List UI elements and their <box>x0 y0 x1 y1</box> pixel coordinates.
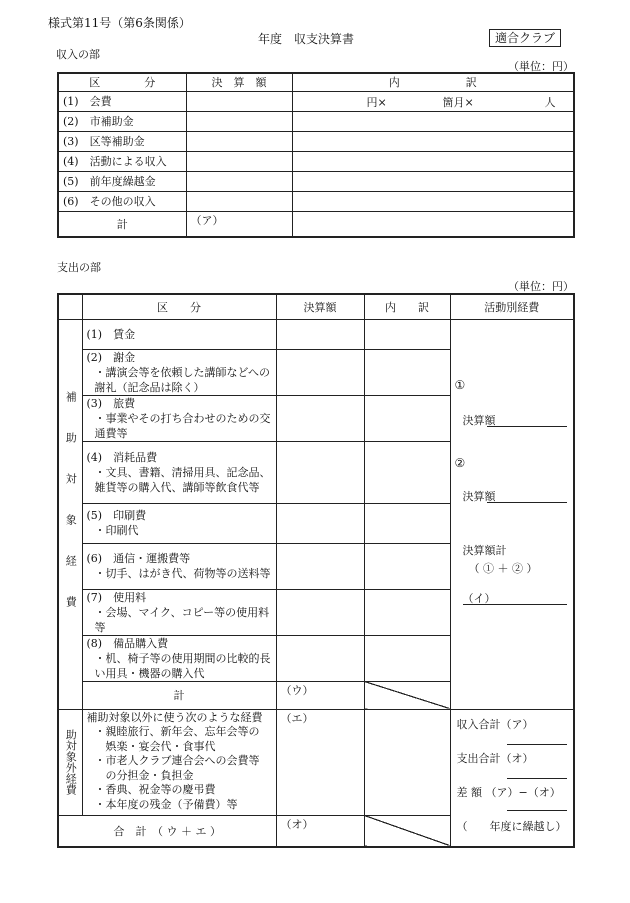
expense-detail-8[interactable] <box>364 635 450 681</box>
income-detail-5[interactable] <box>292 171 574 191</box>
expense-amount-4[interactable] <box>276 441 364 503</box>
activity-sum-line <box>463 604 567 605</box>
activity-amount-1-line <box>487 426 567 427</box>
summary-expense-line <box>507 778 567 779</box>
income-row-5: (5) 前年度繰越金 <box>58 171 186 191</box>
income-row-4: (4) 活動による収入 <box>58 151 186 171</box>
activity-mark-1: ① <box>454 377 466 392</box>
expense-row-7: (7) 使用料 ・会場、マイク、コピー等の使用料等 <box>82 589 276 635</box>
income-amount-5[interactable] <box>186 171 292 191</box>
expense-amount-2[interactable] <box>276 349 364 395</box>
expense-amount-6[interactable] <box>276 543 364 589</box>
expense-amount-5[interactable] <box>276 503 364 543</box>
expense-subtotal-detail-slash <box>364 681 450 709</box>
expense-col-detail: 内 訳 <box>364 294 450 319</box>
expense-col-category: 区 分 <box>82 294 276 319</box>
summary-expense-total: 支出合計（オ） <box>456 751 534 765</box>
summary-income-line <box>507 744 567 745</box>
expense-corner <box>58 294 82 319</box>
income-row-2: (2) 市補助金 <box>58 111 186 131</box>
income-amount-4[interactable] <box>186 151 292 171</box>
non-subsidy-group-label <box>58 709 82 815</box>
income-total-amount[interactable] <box>186 211 292 237</box>
expense-detail-4[interactable] <box>364 441 450 503</box>
fee-months: 箇月× <box>442 95 474 109</box>
activity-cost-cell <box>450 319 574 709</box>
form-number: 様式第11号（第6条関係） <box>48 16 191 30</box>
expense-detail-1[interactable] <box>364 319 450 349</box>
income-detail-6[interactable] <box>292 191 574 211</box>
income-col-detail: 内 訳 <box>292 73 574 91</box>
expense-row-6: (6) 通信・運搬費等 ・切手、はがき代、荷物等の送料等 <box>82 543 276 589</box>
summary-income-total: 収入合計（ア） <box>456 717 534 731</box>
non-subsidy-amount[interactable] <box>276 709 364 815</box>
expense-amount-8[interactable] <box>276 635 364 681</box>
activity-amount-2-label: 決算額 <box>462 489 496 503</box>
non-subsidy-group-text: 助対象外経費 <box>64 729 78 795</box>
expense-row-2: (2) 謝金 ・講演会等を依頼した講師などへの謝礼（記念品は除く） <box>82 349 276 395</box>
income-row-1: (1) 会費 <box>58 91 186 111</box>
activity-amount-1-label: 決算額 <box>462 413 496 427</box>
income-detail-3[interactable] <box>292 131 574 151</box>
expense-row-1: (1) 賃金 <box>82 319 276 349</box>
expense-table <box>57 293 575 848</box>
expense-amount-3[interactable] <box>276 395 364 441</box>
document-title: 年度 収支決算書 <box>258 32 355 46</box>
grand-total-label: 合 計 （ ウ ＋ エ ） <box>58 815 276 847</box>
income-detail-4[interactable] <box>292 151 574 171</box>
expense-detail-2[interactable] <box>364 349 450 395</box>
expense-amount-7[interactable] <box>276 589 364 635</box>
subsidy-group-label <box>58 319 82 709</box>
income-detail-2[interactable] <box>292 111 574 131</box>
income-row-6: (6) その他の収入 <box>58 191 186 211</box>
income-amount-3[interactable] <box>186 131 292 151</box>
subsidy-group-text: 補助対象経費 <box>64 391 78 637</box>
expense-unit: （単位：円） <box>508 280 574 293</box>
expense-detail-7[interactable] <box>364 589 450 635</box>
income-amount-1[interactable] <box>186 91 292 111</box>
club-name-box: 適合クラブ <box>489 29 561 47</box>
expense-row-5: (5) 印刷費 ・印刷代 <box>82 503 276 543</box>
income-detail-1[interactable] <box>292 91 574 111</box>
grand-total-detail-slash <box>364 815 450 847</box>
income-section-label: 収入の部 <box>56 48 100 61</box>
income-total-label: 計 <box>58 211 186 237</box>
income-amount-6[interactable] <box>186 191 292 211</box>
expense-detail-6[interactable] <box>364 543 450 589</box>
summary-cell <box>450 709 574 847</box>
expense-subtotal-amount[interactable] <box>276 681 364 709</box>
activity-sum-formula: （ ① ＋ ② ） <box>468 561 538 575</box>
income-col-category: 区 分 <box>58 73 186 91</box>
income-total-mark: （ア） <box>190 213 224 227</box>
expense-subtotal-label: 計 <box>82 681 276 709</box>
expense-col-activity: 活動別経費 <box>450 294 574 319</box>
grand-total-mark: （オ） <box>280 817 314 831</box>
non-subsidy-description: 補助対象以外に使う次のような経費 ・親睦旅行、新年会、忘年会等の 娯楽・宴会代・食事代 ・市老人クラブ連合会への会費等 の分担金・負担金 ・香典、祝金等の慶弔費 ・本年度の残金（予備費）等 <box>82 709 276 815</box>
expense-amount-1[interactable] <box>276 319 364 349</box>
expense-section-label: 支出の部 <box>57 261 101 274</box>
income-table <box>57 72 575 238</box>
expense-row-4: (4) 消耗品費 ・文具、書籍、清掃用具、記念品、雑貨等の購入代、講師等飲食代等 <box>82 441 276 503</box>
summary-difference-line <box>507 810 567 811</box>
expense-row-8: (8) 備品購入費 ・机、椅子等の使用期間の比較的長い用具・機器の購入代 <box>82 635 276 681</box>
expense-detail-3[interactable] <box>364 395 450 441</box>
activity-sum-label: 決算額計 <box>462 543 507 557</box>
income-unit: （単位：円） <box>508 60 574 73</box>
income-total-detail[interactable] <box>292 211 574 237</box>
activity-amount-2-line <box>487 502 567 503</box>
expense-detail-5[interactable] <box>364 503 450 543</box>
income-col-amount: 決 算 額 <box>186 73 292 91</box>
fee-people: 人 <box>544 95 556 109</box>
expense-row-3: (3) 旅費 ・事業やその打ち合わせのための交通費等 <box>82 395 276 441</box>
income-row-3: (3) 区等補助金 <box>58 131 186 151</box>
activity-mark-2: ② <box>454 455 466 470</box>
activity-sum-mark: （イ） <box>462 591 496 605</box>
fee-yen: 円× <box>366 95 387 109</box>
non-subsidy-detail[interactable] <box>364 709 450 815</box>
income-amount-2[interactable] <box>186 111 292 131</box>
summary-carryover: （ 年度に繰越し） <box>456 819 567 833</box>
expense-subtotal-mark: （ウ） <box>280 683 314 697</box>
summary-difference: 差 額 （ア）−（オ） <box>456 785 561 799</box>
expense-col-amount: 決算額 <box>276 294 364 319</box>
non-subsidy-mark: （エ） <box>280 711 314 725</box>
grand-total-amount[interactable] <box>276 815 364 847</box>
